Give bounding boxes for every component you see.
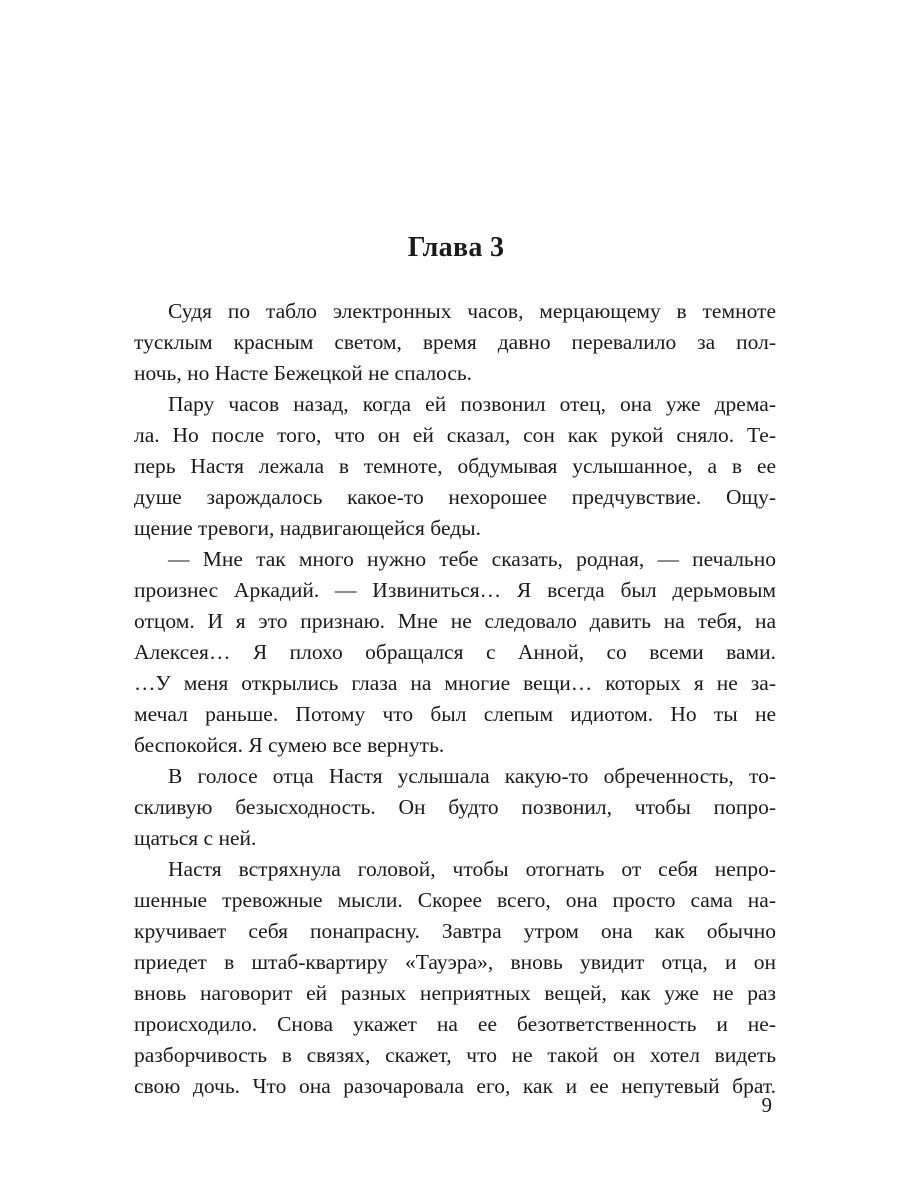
text-line: ночь, но Насте Бежецкой не спалось. <box>134 361 473 385</box>
text-line: …У меня открылись глаза на многие вещи… которых я не за- <box>134 671 776 695</box>
page-number: 9 <box>761 1093 772 1117</box>
paragraph-first-line: В голосе отца Настя услышала какую-то обреченность, то- <box>168 764 776 788</box>
text-line: вновь наговорит ей разных неприятных вещей, как уже не раз <box>134 981 776 1005</box>
paragraph-first-line: Настя встряхнула головой, чтобы отогнать от себя непро- <box>168 857 776 881</box>
paragraph-first-line: Пару часов назад, когда ей позвонил отец, она уже дрема- <box>168 392 776 416</box>
paragraph-first-line: Судя по табло электронных часов, мерцающему в темноте <box>168 299 776 323</box>
text-line: кручивает себя понапрасну. Завтра утром она как обычно <box>134 919 776 943</box>
text-line: приедет в штаб-квартиру «Тауэра», вновь увидит отца, и он <box>134 950 776 974</box>
text-line: щение тревоги, надвигающейся беды. <box>134 516 481 540</box>
text-line: щаться с ней. <box>134 826 257 850</box>
text-line: мечал раньше. Потому что был слепым идиотом. Но ты не <box>134 702 776 726</box>
text-line: свою дочь. Что она разочаровала его, как и ее непутевый брат. <box>134 1074 776 1098</box>
body-text <box>134 296 776 1102</box>
text-line: скливую безысходность. Он будто позвонил, чтобы попро- <box>134 795 776 819</box>
text-line: Алексея… Я плохо обращался с Анной, со всеми вами. <box>134 640 776 664</box>
text-line: ла. Но после того, что он ей сказал, сон как рукой сняло. Те- <box>134 423 776 447</box>
text-line: шенные тревожные мысли. Скорее всего, она просто сама на- <box>134 888 776 912</box>
text-line: душе зарождалось какое-то нехорошее предчувствие. Ощу- <box>134 485 776 509</box>
text-line: происходило. Снова укажет на ее безответственность и не- <box>134 1012 776 1036</box>
text-line: отцом. И я это признаю. Мне не следовало давить на тебя, на <box>134 609 776 633</box>
text-line: разборчивость в связях, скажет, что не такой он хотел видеть <box>134 1043 776 1067</box>
text-line: произнес Аркадий. — Извиниться… Я всегда был дерьмовым <box>134 578 776 602</box>
chapter-title: Глава 3 <box>407 232 505 263</box>
text-line: беспокойся. Я сумею все вернуть. <box>134 733 445 757</box>
text-line: перь Настя лежала в темноте, обдумывая услышанное, а в ее <box>134 454 776 478</box>
paragraph-first-line: — Мне так много нужно тебе сказать, родная, — печально <box>168 547 776 571</box>
text-line: тусклым красным светом, время давно перевалило за пол- <box>134 330 776 354</box>
